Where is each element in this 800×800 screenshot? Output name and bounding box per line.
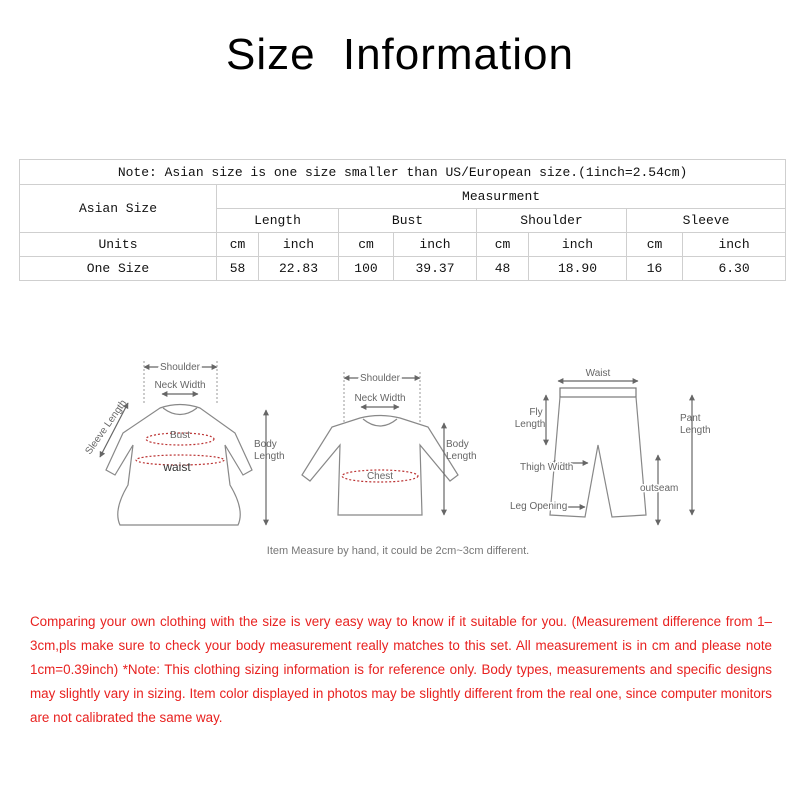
diagram-caption: Item Measure by hand, it could be 2cm~3cm different. xyxy=(266,545,530,557)
dress-sleeve-length-label: Sleeve Length xyxy=(83,398,130,457)
dress-labels xyxy=(83,362,284,474)
dress-bust-label: Bust xyxy=(169,430,191,441)
pants-fly-label: Fly xyxy=(529,407,543,418)
column-sleeve: Sleeve xyxy=(627,209,786,233)
measurement-diagrams xyxy=(80,345,720,570)
bust-cm: 100 xyxy=(339,257,394,281)
page-title: Size Information xyxy=(226,30,574,79)
pants-pant-length-label: Length xyxy=(680,425,711,436)
top-outline xyxy=(302,416,458,516)
top-shoulder-label: Shoulder xyxy=(359,373,401,384)
dress-neck-width-label: Neck Width xyxy=(154,380,206,391)
asian-size-header: Asian Size xyxy=(20,185,217,233)
shoulder-inch: 18.90 xyxy=(529,257,627,281)
bust-inch: 39.37 xyxy=(394,257,477,281)
pants-diagram xyxy=(546,381,692,525)
pants-waistband xyxy=(560,388,636,397)
size-table xyxy=(19,159,786,281)
pants-pant-label: Pant xyxy=(680,413,701,424)
pants-leg-opening-label: Leg Opening xyxy=(510,501,568,512)
pants-thigh-width-label: Thigh Width xyxy=(520,462,574,473)
dress-waist-label: waist xyxy=(163,460,191,474)
length-cm: 58 xyxy=(217,257,259,281)
unit-cm: cm xyxy=(627,233,683,257)
top-length-label: Length xyxy=(446,451,477,462)
pants-waist-label: Waist xyxy=(585,368,611,379)
size-label: One Size xyxy=(20,257,217,281)
top-neckline xyxy=(363,419,397,426)
pants-outseam-label: outseam xyxy=(640,483,679,494)
unit-cm: cm xyxy=(477,233,529,257)
pants-outline xyxy=(550,397,646,517)
unit-inch: inch xyxy=(683,233,786,257)
unit-inch: inch xyxy=(259,233,339,257)
top-neck-width-label: Neck Width xyxy=(354,393,406,404)
pants-labels xyxy=(510,368,711,512)
unit-inch: inch xyxy=(529,233,627,257)
sleeve-inch: 6.30 xyxy=(683,257,786,281)
top-chest-label: Chest xyxy=(366,471,394,482)
dress-body-label: Body xyxy=(254,439,277,450)
sizing-disclaimer: Comparing your own clothing with the size is very easy way to know if it suitable for you. (Measurement difference from 1– 3cm,pls make sure to check your body measurement really matches to this set. All measurement is in cm and please note 1cm=0.39inch) *Note: This clothing sizing information is for reference only. Body types, measurements and specific designs may slightly vary in sizing. Item color displayed in photos may be slightly different from the real one, since computer monitors are not calibrated the same way. xyxy=(30,614,772,725)
dress-neckline xyxy=(163,408,197,415)
sleeve-cm: 16 xyxy=(627,257,683,281)
units-label: Units xyxy=(20,233,217,257)
unit-cm: cm xyxy=(339,233,394,257)
dress-shoulder-label: Shoulder xyxy=(159,362,201,373)
size-note: Note: Asian size is one size smaller than US/European size.(1inch=2.54cm) xyxy=(20,160,786,185)
dress-length-label: Length xyxy=(254,451,285,462)
length-inch: 22.83 xyxy=(259,257,339,281)
column-shoulder: Shoulder xyxy=(477,209,627,233)
top-body-label: Body xyxy=(446,439,469,450)
unit-inch: inch xyxy=(394,233,477,257)
unit-cm: cm xyxy=(217,233,259,257)
shoulder-cm: 48 xyxy=(477,257,529,281)
top-labels xyxy=(354,373,476,482)
pants-fly-length-label: Length xyxy=(514,419,546,430)
measurement-header: Measurment xyxy=(217,185,786,209)
diagram-canvas xyxy=(80,345,720,570)
column-length: Length xyxy=(217,209,339,233)
column-bust: Bust xyxy=(339,209,477,233)
